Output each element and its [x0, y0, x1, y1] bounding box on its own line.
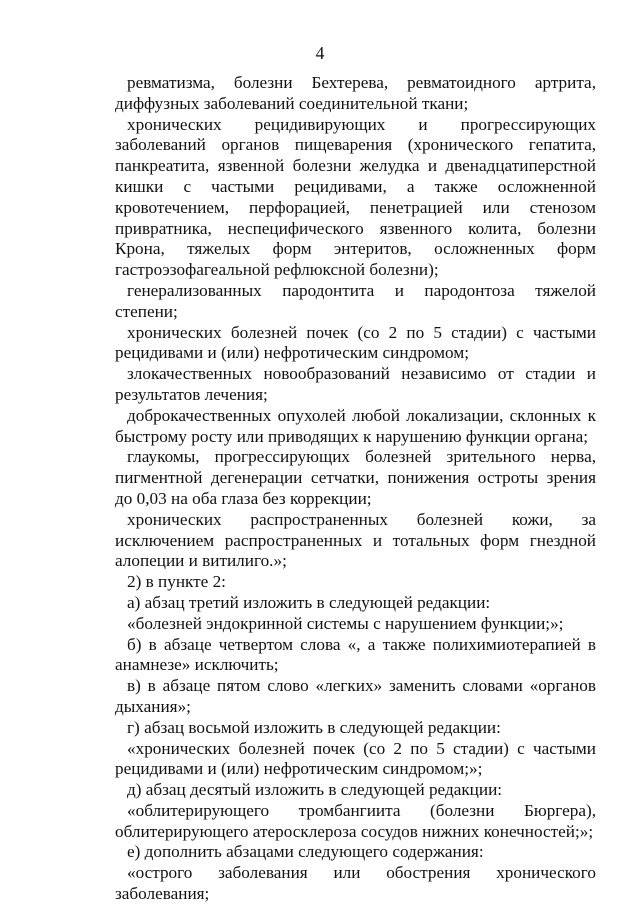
quoted-text: «болезней эндокринной системы с нарушением функции;»; — [127, 613, 564, 633]
list-item: д) абзац десятый изложить в следующей редакции: — [127, 780, 503, 800]
document-body — [115, 73, 596, 905]
paragraph: глаукомы, прогрессирующих болезней зрительного нерва, пигментной дегенерации сетчатки, понижения остроты зрения до 0,03 на оба глаза без коррекции; — [115, 447, 596, 508]
quoted-text: «хронических болезней почек (со 2 по 5 стадии) с частыми рецидивами и (или) нефротическим синдромом;»; — [115, 738, 596, 779]
list-item: в) в абзаце пятом слово «легких» заменить словами «органов дыхания»; — [115, 676, 596, 716]
paragraph: ревматизма, болезни Бехтерева, ревматоидного артрита, диффузных заболеваний соединительной ткани; — [115, 73, 596, 113]
list-item: а) абзац третий изложить в следующей редакции: — [127, 592, 491, 612]
paragraph: доброкачественных опухолей любой локализации, склонных к быстрому росту или приводящих к нарушению функции органа; — [115, 405, 596, 446]
list-item: б) в абзаце четвертом слова «, а также полихимиотерапией в анамнезе» исключить; — [115, 634, 596, 675]
paragraph: злокачественных новообразований независимо от стадии и результатов лечения; — [115, 364, 596, 404]
list-item: е) дополнить абзацами следующего содержания: — [127, 842, 484, 862]
page-number: 4 — [315, 43, 325, 63]
quoted-text: «облитерирующего тромбангиита (болезни Бюргера), облитерирующего атеросклероза сосудов нижних конечностей;»; — [115, 800, 596, 841]
list-item: г) абзац восьмой изложить в следующей редакции: — [127, 717, 501, 737]
paragraph: хронических рецидивирующих и прогрессирующих заболеваний органов пищеварения (хронического гепатита, панкреатита, язвенной болезни желудка и двенадцатиперстной кишки с частыми рецидивами, а также осложненной кровотечением, перфорацией, пенетрацией или стенозом привратника, неспецифического язвенного колита, болезни Крона, тяжелых форм энтеритов, осложненных форм гастроэзофагеальной рефлюксной болезни); — [115, 114, 596, 280]
list-item: 2) в пункте 2: — [127, 572, 226, 592]
quoted-text: «острого заболевания или обострения хронического заболевания; — [115, 863, 596, 904]
paragraph: генерализованных пародонтита и пародонтоза тяжелой степени; — [115, 280, 596, 321]
paragraph: хронических болезней почек (со 2 по 5 стадии) с частыми рецидивами и (или) нефротическим синдромом; — [115, 322, 596, 363]
paragraph: хронических распространенных болезней кожи, за исключением распространенных и тотальных форм гнездной алопеции и витилиго.»; — [115, 509, 596, 571]
